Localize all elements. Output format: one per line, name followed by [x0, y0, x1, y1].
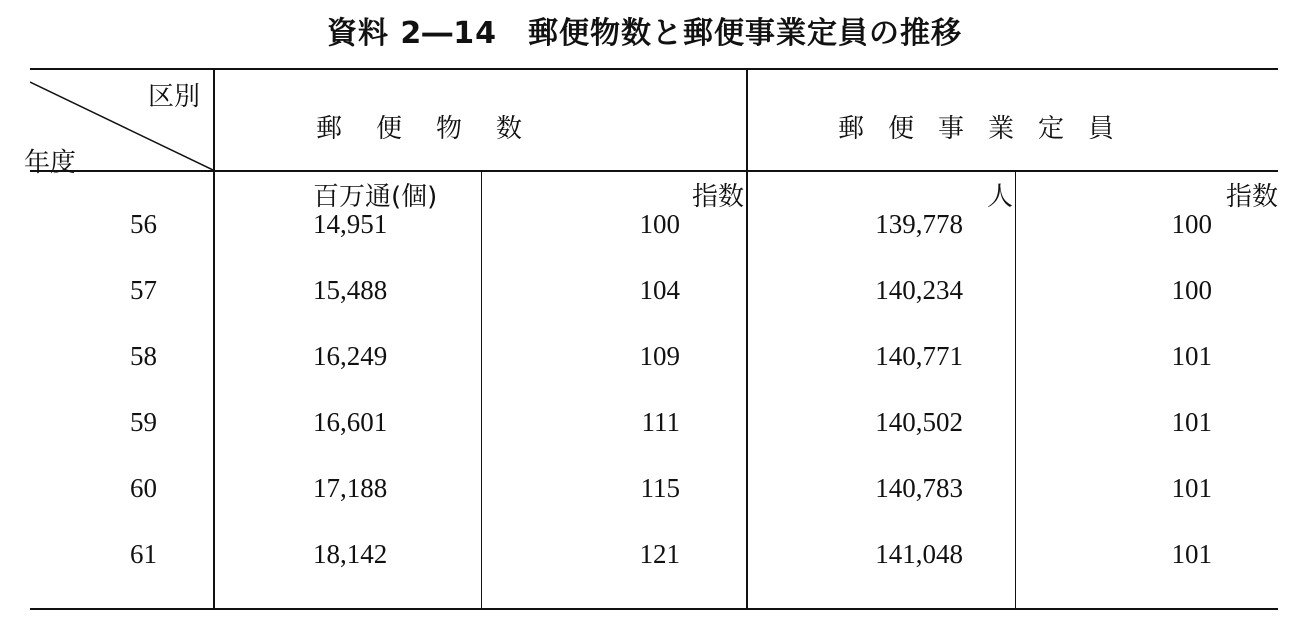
mail-index-cell: 104 — [639, 275, 680, 305]
year-cell: 59 — [130, 407, 157, 437]
year-cell: 58 — [130, 341, 157, 371]
mail-count-cell: 16,601 — [313, 407, 388, 437]
mail-index-cell: 111 — [641, 407, 680, 437]
mail-index-cell: 100 — [639, 209, 680, 239]
mail-index-cell: 115 — [640, 473, 680, 503]
staff-index-cell: 101 — [1171, 341, 1212, 371]
unit-staff-index: 指数 — [1225, 182, 1278, 212]
mail-index-cell: 121 — [639, 539, 680, 569]
mail-count-cell: 15,488 — [313, 275, 388, 305]
staff-index-cell: 100 — [1171, 275, 1212, 305]
year-cell: 56 — [130, 209, 157, 239]
staff-index-cell: 101 — [1171, 473, 1212, 503]
mail-count-cell: 18,142 — [313, 539, 388, 569]
corner-label-year: 年度 — [24, 148, 77, 178]
year-cell: 61 — [130, 539, 157, 569]
table-title: 資料 2―14 郵便物数と郵便事業定員の推移 — [326, 16, 963, 51]
header-mail-count: 郵便物数 — [316, 114, 557, 144]
year-cell: 57 — [130, 275, 157, 305]
year-cell: 60 — [130, 473, 157, 503]
mail-count-cell: 14,951 — [313, 209, 388, 239]
staff-cell: 140,234 — [875, 275, 963, 305]
staff-cell: 139,778 — [875, 209, 963, 239]
header-rule — [30, 170, 1278, 172]
group-divider — [746, 70, 748, 608]
unit-mail-index: 指数 — [691, 182, 744, 212]
staff-cell: 141,048 — [875, 539, 963, 569]
top-rule — [30, 68, 1278, 70]
bottom-rule — [30, 608, 1278, 610]
mail-index-cell: 109 — [639, 341, 680, 371]
staff-cell: 140,783 — [875, 473, 963, 503]
unit-staff: 人 — [986, 182, 1013, 212]
staff-cell: 140,502 — [875, 407, 963, 437]
mail-count-cell: 17,188 — [313, 473, 388, 503]
staff-index-cell: 101 — [1171, 539, 1212, 569]
corner-label-category: 区別 — [148, 82, 201, 112]
staff-cell: 140,771 — [875, 341, 963, 371]
mail-index-divider — [481, 172, 482, 608]
staff-index-divider — [1015, 172, 1016, 608]
unit-mail-count: 百万通(個) — [313, 182, 438, 212]
staff-index-cell: 100 — [1171, 209, 1212, 239]
staff-index-cell: 101 — [1171, 407, 1212, 437]
mail-count-cell: 16,249 — [313, 341, 388, 371]
header-postal-staff: 郵便事業定員 — [838, 114, 1139, 144]
year-column-divider — [213, 70, 215, 608]
